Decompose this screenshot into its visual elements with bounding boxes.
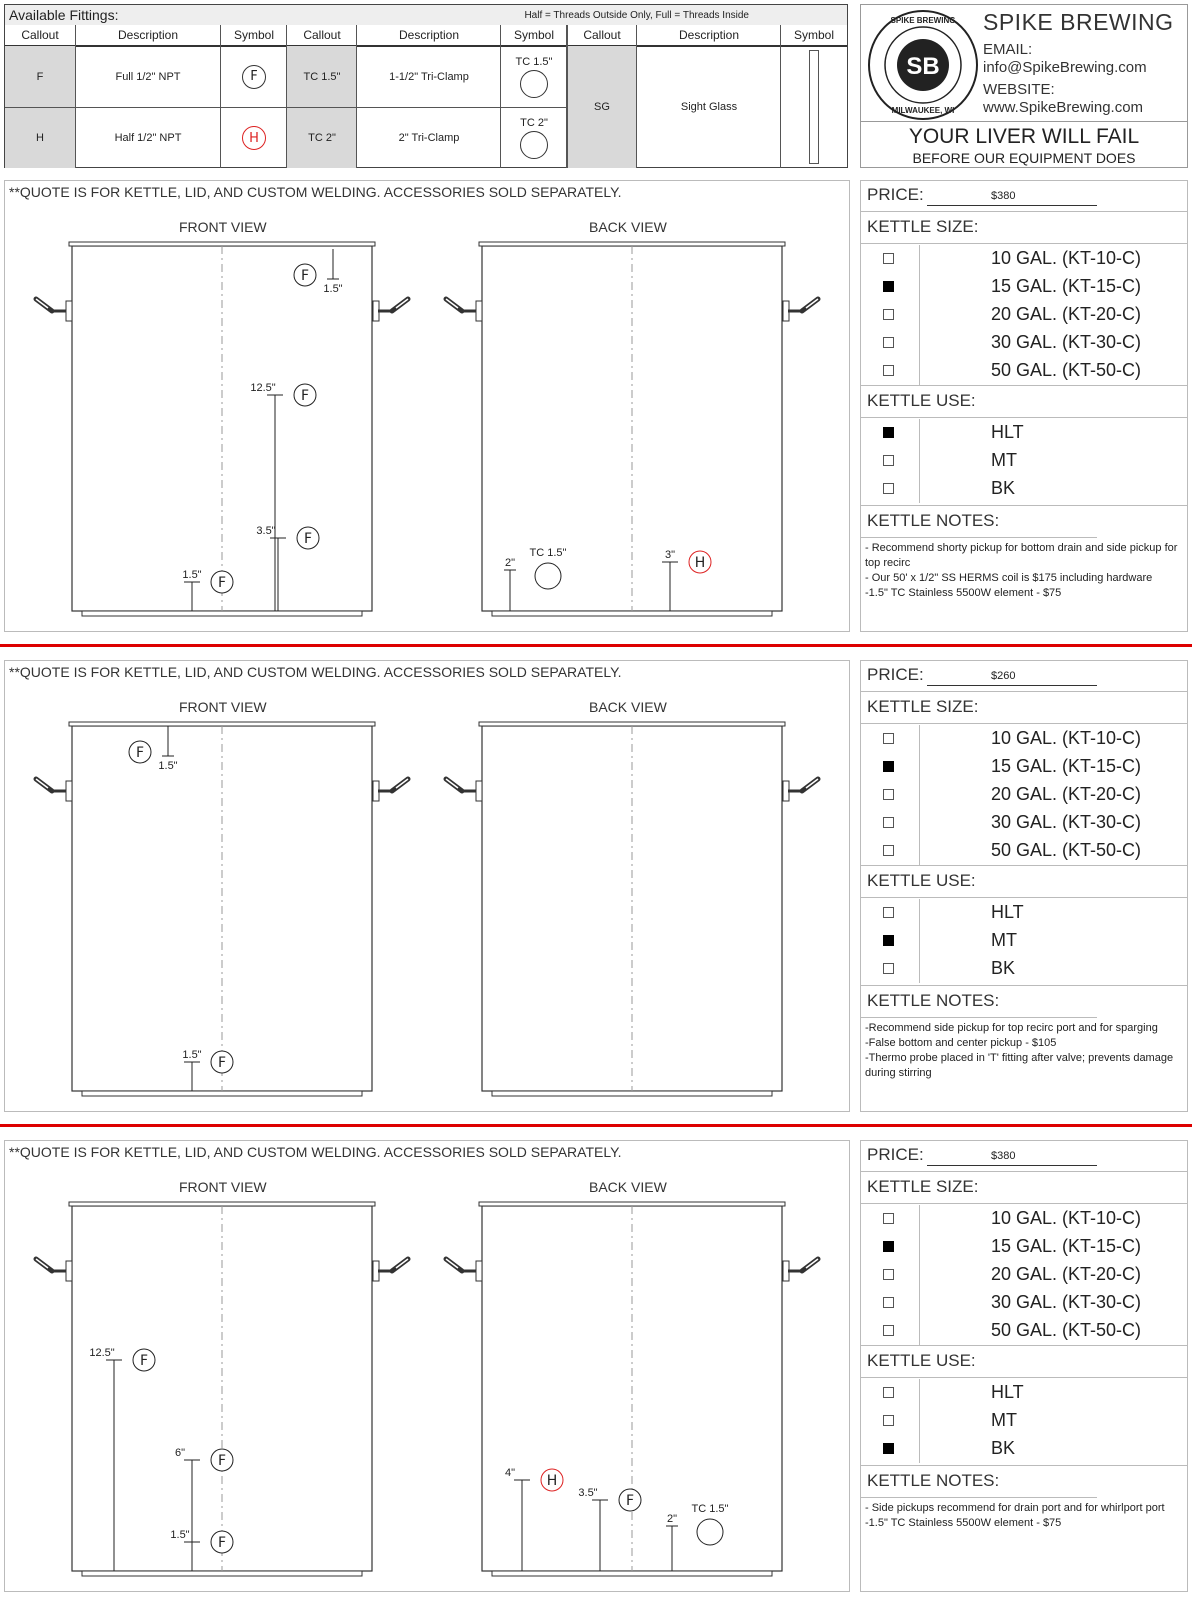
col-description-1: Description bbox=[117, 28, 179, 42]
quote-drawing-2 bbox=[4, 660, 850, 1112]
fittings-column-headers bbox=[5, 25, 847, 47]
svg-text:1.5": 1.5" bbox=[158, 760, 178, 772]
handle-icon bbox=[373, 779, 408, 801]
full-npt-icon: F bbox=[242, 65, 266, 89]
svg-text:F: F bbox=[217, 575, 227, 591]
row2-description: Half 1/2" NPT bbox=[114, 132, 182, 144]
tc15-symbol-label: TC 1.5" bbox=[515, 55, 553, 68]
price-underline bbox=[927, 685, 1097, 686]
svg-text:3.5": 3.5" bbox=[256, 525, 276, 537]
divider bbox=[861, 865, 1187, 866]
price-label: PRICE: bbox=[867, 185, 924, 204]
divider bbox=[861, 1171, 1187, 1172]
front-view-label: FRONT VIEW bbox=[179, 699, 267, 715]
checkbox[interactable] bbox=[883, 789, 894, 800]
svg-text:TC 1.5": TC 1.5" bbox=[529, 547, 567, 559]
row1-description: Full 1/2" NPT bbox=[115, 70, 181, 83]
row2-symbol bbox=[221, 108, 287, 168]
col-symbol-3: Symbol bbox=[793, 28, 834, 42]
front-view-label: FRONT VIEW bbox=[179, 219, 267, 235]
col-divider bbox=[286, 25, 287, 168]
back-view-label: BACK VIEW bbox=[589, 699, 667, 715]
kettle-size-option[interactable] bbox=[861, 781, 1187, 809]
kettle-size-label: KETTLE SIZE: bbox=[867, 1177, 979, 1196]
kettle-use-option[interactable] bbox=[861, 419, 1187, 447]
svg-text:3": 3" bbox=[664, 549, 676, 561]
price-underline bbox=[927, 1165, 1097, 1166]
back-kettle bbox=[446, 722, 818, 1096]
handle-icon bbox=[36, 1259, 72, 1281]
kettle-use-option[interactable] bbox=[861, 899, 1187, 927]
svg-text:2": 2" bbox=[666, 1513, 678, 1525]
svg-text:12.5": 12.5" bbox=[250, 382, 276, 394]
svg-text:H: H bbox=[694, 555, 706, 571]
kettle-size-text: 20 GAL. (KT-20-C) bbox=[991, 784, 1142, 804]
back-kettle bbox=[446, 242, 818, 616]
kettle-size-text: 50 GAL. (KT-50-C) bbox=[991, 1320, 1142, 1340]
quote-disclaimer: **QUOTE IS FOR KETTLE, LID, AND CUSTOM WELDING. ACCESSORIES SOLD SEPARATELY. bbox=[9, 664, 622, 680]
col-divider bbox=[636, 25, 637, 168]
front-view-label: FRONT VIEW bbox=[179, 1179, 267, 1195]
kettle-notes-text: - Recommend shorty pickup for bottom drain and side pickup for top recirc - Our 50' x 1/2" SS HERMS coil is $175 including hardware -1.5" TC Stainless 5500W element - $75 bbox=[865, 542, 1178, 599]
checkbox[interactable] bbox=[883, 253, 894, 264]
kettle-use-label: KETTLE USE: bbox=[867, 871, 976, 890]
checkbox[interactable] bbox=[883, 935, 894, 946]
checkbox[interactable] bbox=[883, 1213, 894, 1224]
kettle-notes-label: KETTLE NOTES: bbox=[867, 1471, 1000, 1490]
kettle-size-option[interactable] bbox=[861, 357, 1187, 385]
svg-text:1.5": 1.5" bbox=[182, 569, 202, 581]
checkbox[interactable] bbox=[883, 281, 894, 292]
svg-text:F: F bbox=[139, 1353, 149, 1369]
kettle-size-text: 15 GAL. (KT-15-C) bbox=[991, 276, 1142, 296]
handle-icon bbox=[783, 1259, 818, 1281]
kettle-use-text: MT bbox=[991, 450, 1017, 470]
tc2-icon bbox=[520, 131, 548, 159]
kettle-use-text: BK bbox=[991, 478, 1016, 498]
checkbox[interactable] bbox=[883, 1241, 894, 1252]
brand-name: SPIKE BREWING bbox=[983, 9, 1174, 35]
fittings-note: Half = Threads Outside Only, Full = Threads Inside bbox=[524, 10, 749, 21]
kettle-notes-label: KETTLE NOTES: bbox=[867, 991, 1000, 1010]
col-divider bbox=[780, 25, 781, 168]
sg-symbol bbox=[781, 46, 847, 168]
col-divider bbox=[220, 25, 221, 168]
handle-icon bbox=[783, 299, 818, 321]
kettle-size-option[interactable] bbox=[861, 301, 1187, 329]
fittings-table bbox=[4, 4, 848, 168]
section-separator bbox=[0, 1124, 1192, 1127]
col-description-3: Description bbox=[678, 28, 740, 42]
kettle-size-label: KETTLE SIZE: bbox=[867, 697, 979, 716]
kettle-size-option[interactable] bbox=[861, 1289, 1187, 1317]
brand-divider bbox=[861, 121, 1187, 122]
kettle-use-label: KETTLE USE: bbox=[867, 391, 976, 410]
kettle-use-option[interactable] bbox=[861, 927, 1187, 955]
svg-text:1.5": 1.5" bbox=[170, 1529, 190, 1541]
row1-callout: F bbox=[5, 46, 75, 107]
checkbox[interactable] bbox=[883, 1387, 894, 1398]
price-label: PRICE: bbox=[867, 1145, 924, 1164]
back-kettle bbox=[446, 1202, 818, 1576]
svg-text:4": 4" bbox=[504, 1467, 516, 1479]
kettle-use-option[interactable] bbox=[861, 1379, 1187, 1407]
quote-options-3 bbox=[860, 1140, 1188, 1592]
kettle-size-text: 15 GAL. (KT-15-C) bbox=[991, 756, 1142, 776]
price-underline bbox=[927, 205, 1097, 206]
kettle-use-text: MT bbox=[991, 1410, 1017, 1430]
svg-text:TC 1.5": TC 1.5" bbox=[691, 1503, 729, 1515]
row2-callout: H bbox=[5, 108, 75, 168]
kettle-use-text: BK bbox=[991, 1438, 1016, 1458]
svg-text:F: F bbox=[217, 1055, 227, 1071]
kettle-use-option[interactable] bbox=[861, 955, 1187, 983]
col-description-2: Description bbox=[398, 28, 460, 42]
row1-callout-2: TC 1.5" bbox=[287, 46, 357, 107]
quote-options-2 bbox=[860, 660, 1188, 1112]
price-value: $380 bbox=[991, 190, 1016, 202]
checkbox[interactable] bbox=[883, 733, 894, 744]
divider bbox=[861, 985, 1187, 986]
kettle-size-option[interactable] bbox=[861, 273, 1187, 301]
kettle-use-label: KETTLE USE: bbox=[867, 1351, 976, 1370]
price-value: $260 bbox=[991, 670, 1016, 682]
kettle-use-option[interactable] bbox=[861, 1407, 1187, 1435]
quote-drawing-3 bbox=[4, 1140, 850, 1592]
front-kettle bbox=[36, 242, 408, 616]
divider bbox=[861, 417, 1187, 418]
kettle-size-text: 20 GAL. (KT-20-C) bbox=[991, 304, 1142, 324]
section-separator bbox=[0, 644, 1192, 647]
col-callout-2: Callout bbox=[303, 28, 341, 42]
checkbox[interactable] bbox=[883, 817, 894, 828]
svg-text:2": 2" bbox=[504, 557, 516, 569]
kettle-size-label: KETTLE SIZE: bbox=[867, 217, 979, 236]
kettle-use-option[interactable] bbox=[861, 475, 1187, 503]
col-divider bbox=[356, 25, 357, 168]
kettle-use-text: HLT bbox=[991, 1382, 1024, 1402]
notes-underline bbox=[861, 537, 1097, 538]
svg-text:F: F bbox=[625, 1493, 635, 1509]
kettle-drawings bbox=[4, 1140, 850, 1592]
kettle-size-option[interactable] bbox=[861, 725, 1187, 753]
checkbox[interactable] bbox=[883, 1415, 894, 1426]
svg-text:6": 6" bbox=[174, 1447, 186, 1459]
svg-text:F: F bbox=[303, 531, 313, 547]
kettle-size-option[interactable] bbox=[861, 809, 1187, 837]
quote-disclaimer: **QUOTE IS FOR KETTLE, LID, AND CUSTOM WELDING. ACCESSORIES SOLD SEPARATELY. bbox=[9, 1144, 622, 1160]
website-label: WEBSITE: bbox=[983, 81, 1055, 98]
col-callout-3: Callout bbox=[583, 28, 621, 42]
divider bbox=[861, 243, 1187, 244]
sg-callout: SG bbox=[567, 46, 637, 168]
kettle-size-option[interactable] bbox=[861, 329, 1187, 357]
kettle-size-text: 30 GAL. (KT-30-C) bbox=[991, 332, 1142, 352]
spike-brewing-logo bbox=[865, 7, 981, 123]
kettle-size-option[interactable] bbox=[861, 1317, 1187, 1345]
kettle-use-text: HLT bbox=[991, 902, 1024, 922]
half-npt-icon: H bbox=[242, 126, 266, 150]
kettle-size-option[interactable] bbox=[861, 245, 1187, 273]
kettle-use-text: MT bbox=[991, 930, 1017, 950]
divider bbox=[861, 1465, 1187, 1466]
svg-text:F: F bbox=[217, 1453, 227, 1469]
handle-icon bbox=[373, 1259, 408, 1281]
kettle-size-option[interactable] bbox=[861, 1261, 1187, 1289]
tc2-symbol-label: TC 2" bbox=[520, 117, 548, 129]
divider bbox=[861, 1377, 1187, 1378]
quote-options-1 bbox=[860, 180, 1188, 632]
divider bbox=[861, 385, 1187, 386]
website-link[interactable]: www.SpikeBrewing.com bbox=[983, 99, 1144, 116]
fittings-header bbox=[5, 5, 847, 26]
handle-icon bbox=[783, 779, 818, 801]
divider bbox=[861, 1345, 1187, 1346]
svg-text:3.5": 3.5" bbox=[578, 1487, 598, 1499]
handle-icon bbox=[446, 779, 482, 801]
checkbox[interactable] bbox=[883, 337, 894, 348]
kettle-drawings bbox=[4, 660, 850, 1112]
kettle-size-text: 30 GAL. (KT-30-C) bbox=[991, 1292, 1142, 1312]
kettle-drawings bbox=[4, 180, 850, 632]
divider bbox=[861, 723, 1187, 724]
divider bbox=[861, 211, 1187, 212]
kettle-size-option[interactable] bbox=[861, 1205, 1187, 1233]
slogan: YOUR LIVER WILL FAIL bbox=[908, 125, 1140, 148]
notes-underline bbox=[861, 1497, 1097, 1498]
svg-text:H: H bbox=[546, 1473, 558, 1489]
brand-box bbox=[860, 4, 1188, 168]
col-divider bbox=[566, 25, 568, 168]
email-label: EMAIL: bbox=[983, 41, 1033, 58]
svg-text:F: F bbox=[300, 388, 310, 404]
svg-text:SPIKE BREWING: SPIKE BREWING bbox=[890, 16, 956, 25]
back-view-label: BACK VIEW bbox=[589, 1179, 667, 1195]
kettle-use-text: HLT bbox=[991, 422, 1024, 442]
slogan-subtitle: BEFORE OUR EQUIPMENT DOES bbox=[912, 150, 1136, 166]
divider bbox=[861, 505, 1187, 506]
row1-symbol-2 bbox=[501, 46, 567, 107]
back-view-label: BACK VIEW bbox=[589, 219, 667, 235]
kettle-size-text: 20 GAL. (KT-20-C) bbox=[991, 1264, 1142, 1284]
quote-drawing-1 bbox=[4, 180, 850, 632]
checkbox[interactable] bbox=[883, 1297, 894, 1308]
kettle-size-text: 10 GAL. (KT-10-C) bbox=[991, 728, 1142, 748]
checkbox[interactable] bbox=[883, 365, 894, 376]
svg-text:F: F bbox=[135, 745, 145, 761]
checkbox[interactable] bbox=[883, 963, 894, 974]
handle-icon bbox=[36, 299, 72, 321]
checkbox[interactable] bbox=[883, 761, 894, 772]
checkbox[interactable] bbox=[883, 483, 894, 494]
row2-callout-2: TC 2" bbox=[287, 108, 357, 168]
tc15-icon bbox=[520, 70, 548, 98]
svg-text:F: F bbox=[217, 1535, 227, 1551]
quote-disclaimer: **QUOTE IS FOR KETTLE, LID, AND CUSTOM WELDING. ACCESSORIES SOLD SEPARATELY. bbox=[9, 184, 622, 200]
email-link[interactable]: info@SpikeBrewing.com bbox=[983, 59, 1147, 76]
row1-symbol bbox=[221, 46, 287, 107]
checkbox[interactable] bbox=[883, 455, 894, 466]
checkbox[interactable] bbox=[883, 845, 894, 856]
handle-icon bbox=[373, 299, 408, 321]
fittings-title: Available Fittings: bbox=[9, 7, 119, 23]
row1-description-2: 1-1/2" Tri-Clamp bbox=[389, 70, 469, 83]
kettle-size-text: 10 GAL. (KT-10-C) bbox=[991, 1208, 1142, 1228]
svg-text:1.5": 1.5" bbox=[182, 1049, 202, 1061]
sight-glass-icon bbox=[809, 50, 819, 164]
kettle-notes-label: KETTLE NOTES: bbox=[867, 511, 1000, 530]
checkbox[interactable] bbox=[883, 1325, 894, 1336]
row2-symbol-2 bbox=[501, 108, 567, 168]
handle-icon bbox=[36, 779, 72, 801]
kettle-notes-text: - Side pickups recommend for drain port and for whirlport port -1.5" TC Stainless 5500W element - $75 bbox=[865, 1502, 1165, 1529]
row2-description-2: 2" Tri-Clamp bbox=[398, 132, 460, 144]
checkbox[interactable] bbox=[883, 1443, 894, 1454]
kettle-use-option[interactable] bbox=[861, 1435, 1187, 1463]
checkbox[interactable] bbox=[883, 427, 894, 438]
col-callout-1: Callout bbox=[21, 28, 59, 42]
front-kettle bbox=[36, 722, 408, 1096]
divider bbox=[861, 897, 1187, 898]
kettle-size-text: 50 GAL. (KT-50-C) bbox=[991, 840, 1142, 860]
front-kettle bbox=[36, 1202, 408, 1576]
col-divider bbox=[75, 25, 76, 168]
svg-text:F: F bbox=[300, 268, 310, 284]
kettle-size-text: 30 GAL. (KT-30-C) bbox=[991, 812, 1142, 832]
col-divider bbox=[500, 25, 501, 168]
checkbox[interactable] bbox=[883, 907, 894, 918]
checkbox[interactable] bbox=[883, 1269, 894, 1280]
col-symbol-1: Symbol bbox=[233, 28, 274, 42]
kettle-use-option[interactable] bbox=[861, 447, 1187, 475]
kettle-size-option[interactable] bbox=[861, 753, 1187, 781]
kettle-size-text: 15 GAL. (KT-15-C) bbox=[991, 1236, 1142, 1256]
kettle-size-option[interactable] bbox=[861, 837, 1187, 865]
kettle-size-text: 50 GAL. (KT-50-C) bbox=[991, 360, 1142, 380]
kettle-notes-text: -Recommend side pickup for top recirc port and for sparging -False bottom and center pickup - $105 -Thermo probe placed in 'T' fitting after valve; prevents damage during stirring bbox=[865, 1022, 1174, 1079]
kettle-size-option[interactable] bbox=[861, 1233, 1187, 1261]
notes-underline bbox=[861, 1017, 1097, 1018]
svg-text:MILWAUKEE, WI: MILWAUKEE, WI bbox=[891, 106, 955, 115]
price-label: PRICE: bbox=[867, 665, 924, 684]
col-symbol-2: Symbol bbox=[513, 28, 554, 42]
divider bbox=[861, 1203, 1187, 1204]
kettle-use-text: BK bbox=[991, 958, 1016, 978]
sg-description: Sight Glass bbox=[680, 101, 738, 113]
svg-text:1.5": 1.5" bbox=[323, 283, 343, 295]
svg-text:12.5": 12.5" bbox=[89, 1347, 115, 1359]
kettle-size-text: 10 GAL. (KT-10-C) bbox=[991, 248, 1142, 268]
handle-icon bbox=[446, 299, 482, 321]
price-value: $380 bbox=[991, 1150, 1016, 1162]
checkbox[interactable] bbox=[883, 309, 894, 320]
svg-text:SB: SB bbox=[906, 53, 940, 80]
divider bbox=[861, 691, 1187, 692]
handle-icon bbox=[446, 1259, 482, 1281]
